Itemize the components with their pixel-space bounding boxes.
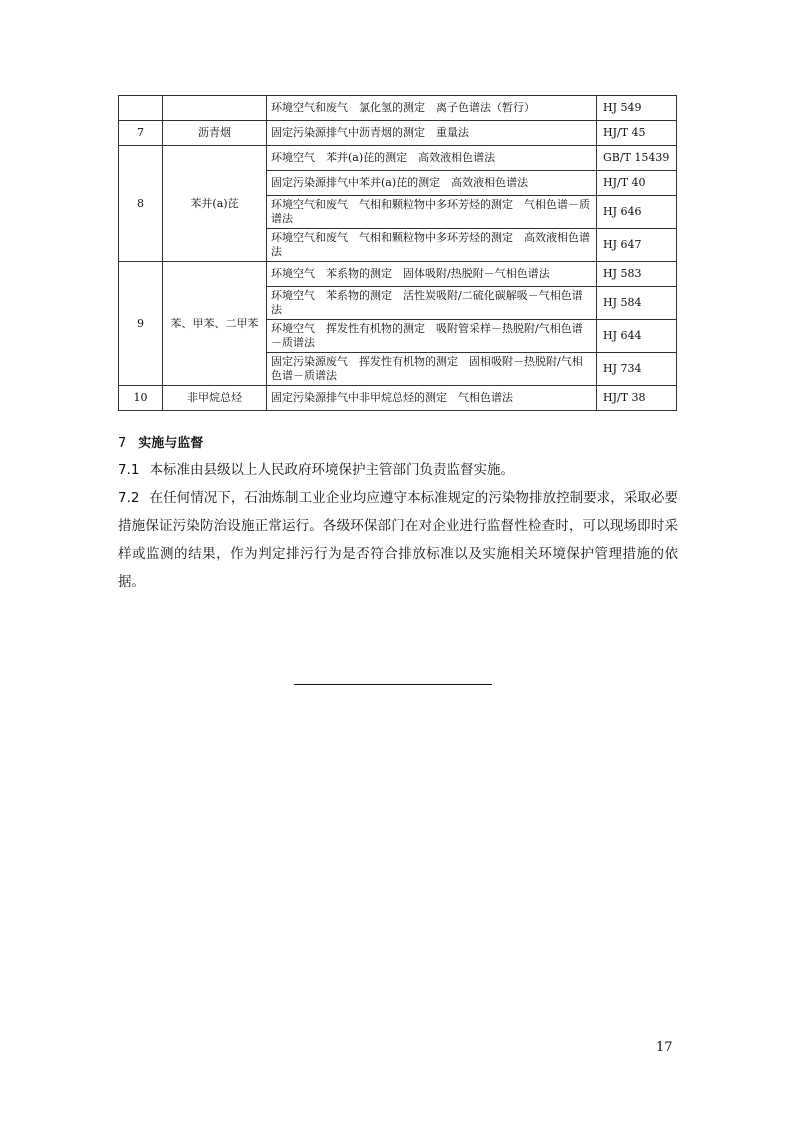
table-cell-method: 环境空气 苯并(a)芘的测定 高效液相色谱法 <box>267 146 597 171</box>
table-cell-method: 固定污染源排气中苯并(a)芘的测定 高效液相色谱法 <box>267 171 597 196</box>
table-row <box>119 121 677 146</box>
clause-number: 7.2 <box>118 490 140 506</box>
table-cell-item <box>163 96 267 121</box>
clause-text: 本标准由县级以上人民政府环境保护主管部门负责监督实施。 <box>149 462 514 478</box>
table-cell-no <box>119 96 163 121</box>
clause-number: 7.1 <box>118 462 140 478</box>
table-row <box>119 96 677 121</box>
table-cell-method: 固定污染源排气中沥青烟的测定 重量法 <box>267 121 597 146</box>
table-cell-item: 非甲烷总烃 <box>163 386 267 411</box>
table-cell-code: HJ 644 <box>597 320 677 353</box>
table-cell-code: HJ 549 <box>597 96 677 121</box>
section-title: 实施与监督 <box>138 436 204 451</box>
table-cell-method: 固定污染源废气 挥发性有机物的测定 固相吸附－热脱附/气相色谱－质谱法 <box>267 353 597 386</box>
table-cell-method: 环境空气和废气 氯化氢的测定 离子色谱法（暂行） <box>267 96 597 121</box>
table-cell-item: 苯、甲苯、二甲苯 <box>163 262 267 386</box>
table-cell-code: HJ 647 <box>597 229 677 262</box>
table-cell-method: 环境空气 苯系物的测定 活性炭吸附/二硫化碳解吸－气相色谱法 <box>267 287 597 320</box>
table-cell-no: 7 <box>119 121 163 146</box>
section-heading <box>118 432 203 451</box>
page-number: 17 <box>656 1040 673 1055</box>
table-cell-method: 环境空气和废气 气相和颗粒物中多环芳烃的测定 高效液相色谱法 <box>267 229 597 262</box>
table-row <box>119 146 677 171</box>
table-cell-code: HJ 646 <box>597 196 677 229</box>
table-row <box>119 386 677 411</box>
clause-7-2 <box>118 484 678 596</box>
monitoring-methods-table <box>118 95 677 411</box>
table-cell-method: 环境空气和废气 气相和颗粒物中多环芳烃的测定 气相色谱－质谱法 <box>267 196 597 229</box>
table-cell-code: HJ/T 38 <box>597 386 677 411</box>
table-cell-item: 苯并(a)芘 <box>163 146 267 262</box>
table-cell-no: 8 <box>119 146 163 262</box>
table-cell-code: HJ 584 <box>597 287 677 320</box>
table-cell-method: 环境空气 苯系物的测定 固体吸附/热脱附－气相色谱法 <box>267 262 597 287</box>
table-cell-code: HJ/T 40 <box>597 171 677 196</box>
table-cell-code: HJ 583 <box>597 262 677 287</box>
table-cell-code: GB/T 15439 <box>597 146 677 171</box>
clause-text: 在任何情况下，石油炼制工业企业均应遵守本标准规定的污染物排放控制要求，采取必要措施保证污染防治设施正常运行。各级环保部门在对企业进行监督性检查时，可以现场即时采样或监测的结果，作为判定排污行为是否符合排放标准以及实施相关环境保护管理措施的依据。 <box>118 490 678 590</box>
section-number: 7 <box>118 436 127 451</box>
table-cell-method: 固定污染源排气中非甲烷总烃的测定 气相色谱法 <box>267 386 597 411</box>
table-cell-no: 9 <box>119 262 163 386</box>
table-cell-no: 10 <box>119 386 163 411</box>
table-cell-item: 沥青烟 <box>163 121 267 146</box>
table-cell-code: HJ 734 <box>597 353 677 386</box>
table-cell-method: 环境空气 挥发性有机物的测定 吸附管采样－热脱附/气相色谱－质谱法 <box>267 320 597 353</box>
end-of-document-rule <box>294 684 492 685</box>
clause-7-1 <box>118 456 678 484</box>
table-row <box>119 262 677 287</box>
table-cell-code: HJ/T 45 <box>597 121 677 146</box>
